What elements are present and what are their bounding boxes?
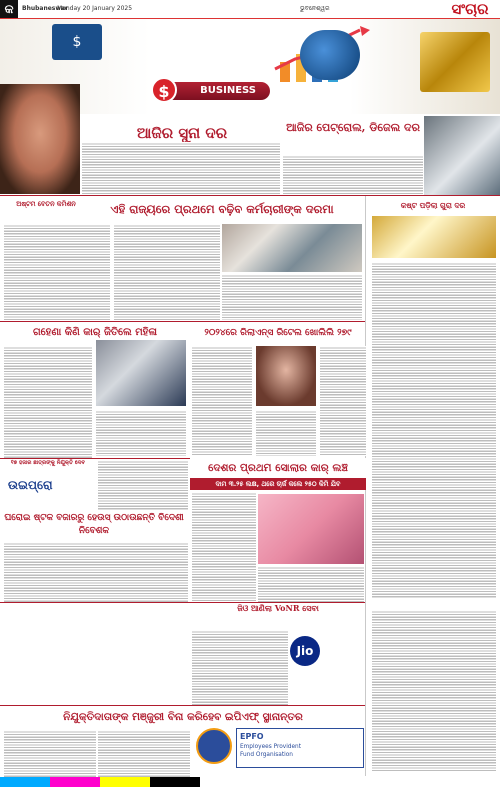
masthead-title: ସଂଚାର <box>440 0 500 18</box>
business-label: BUSINESS <box>160 82 270 100</box>
solar-car-subheadline: ଦାମ ୩.୨୫ ଲକ୍ଷ, ଥରେ ଚାର୍ଜ କଲେ ୨୫୦ କିମି ଯିବ <box>190 478 366 490</box>
dollar-card-icon: $ <box>52 24 102 60</box>
date-label: Monday 20 January 2025 <box>57 5 133 12</box>
salary-article-col1 <box>4 224 110 320</box>
epfo-headline[interactable]: ନିଯୁକ୍ତିଦାତାଙ୍କ ମଞ୍ଜୁରୀ ବିନା କରିହେବ ଇପିଏଫ୍ ସ୍ଥାନାନ୍ତର <box>63 711 303 723</box>
reliance-person-photo <box>256 346 316 406</box>
reliance-article-col1 <box>192 346 252 456</box>
globe-icon <box>300 30 360 80</box>
gold-rate-article-body <box>82 142 280 194</box>
reliance-article-col2 <box>320 346 366 456</box>
logo-box: କ <box>0 0 18 18</box>
top-right-label: ଭୁବନେଶ୍ୱର <box>300 5 330 12</box>
fpi-article-body <box>4 542 188 602</box>
epfo-card-subtitle-2: Fund Organisation <box>240 752 293 758</box>
jio-headline[interactable]: ଜିଓ ଆଣିଲା VoNR ସେବା <box>237 603 319 613</box>
epfo-card-title: EPFO <box>240 732 264 741</box>
wipro-label: ୧୭ ହଜାର ଛାତ୍ରଙ୍କୁ ନିଯୁକ୍ତି ଦେବ <box>10 460 86 466</box>
solar-car-headline[interactable]: ଦେଶର ପ୍ରଥମ ସୋଲାର କାର୍ ଲଞ୍ଚ <box>190 458 366 478</box>
petrol-article-body <box>283 155 423 195</box>
jio-logo: Jio <box>290 636 320 666</box>
fpi-headline[interactable]: ଘରୋଇ ଷ୍ଟକ ବଜାରରୁ ହେଉସ୍ ଉଠାଉଛନ୍ତି ବିଦେଶୀ ନିବେଶକ <box>4 513 184 536</box>
solar-article-col2 <box>258 566 364 602</box>
fuel-nozzle-photo <box>424 116 500 196</box>
salary-article-col2 <box>114 224 220 320</box>
gold-bars-image <box>420 32 490 92</box>
color-registration-strip <box>0 777 500 787</box>
wipro-logo: ଉଇପ୍ରୋ <box>8 478 53 492</box>
dollar-icon: $ <box>151 77 177 103</box>
eighth-pay-commission-label: ଅଷ୍ଟମ ବେତନ କମିଶନ <box>0 196 92 222</box>
side-headline[interactable]: କଷ୍ଟ ପଡ଼ିଲା ଗୁରା ଦର <box>400 201 466 210</box>
petrol-rate-headline[interactable]: ଆଜିର ପେଟ୍ରୋଲ, ଡିଜେଲ ଦର <box>286 121 420 134</box>
woman-car-photo <box>96 340 186 406</box>
reliance-retail-headline[interactable]: ୨୦୨୪ରେ ରିଲାଏନ୍ସ ରିଟେଲ ଖୋଲିଲି ୨୭୯ <box>204 328 352 338</box>
reliance-article-col3 <box>256 410 316 456</box>
woman-photo <box>0 84 80 194</box>
salary-article-col3 <box>222 274 362 320</box>
epfo-article-col2 <box>98 730 190 780</box>
solar-car-photo <box>258 494 364 564</box>
epfo-emblem-icon <box>196 728 232 764</box>
woman-car-article-col2 <box>96 410 186 456</box>
epfo-article-col1 <box>4 730 96 780</box>
woman-car-article-col1 <box>4 346 92 458</box>
jio-article-body <box>192 630 288 706</box>
wipro-article-body <box>98 460 188 510</box>
salary-photo <box>222 224 362 272</box>
gold-rate-headline[interactable]: ଆଜିର ସୁନା ଦର <box>136 124 228 142</box>
edition-label: Bhubaneswar <box>22 5 68 12</box>
side-article-body <box>372 262 496 598</box>
solar-article-col1 <box>192 492 256 602</box>
woman-car-headline[interactable]: ଗହେଣା କିଣି କାର୍ ଜିତିଲେ ମହିଳା <box>32 327 158 338</box>
epfo-card-subtitle-1: Employees Provident <box>240 744 302 750</box>
side-article-body-2 <box>372 610 496 772</box>
side-photo <box>372 216 496 258</box>
salary-headline[interactable]: ଏହି ରାଜ୍ୟରେ ପ୍ରଥମେ ବଢ଼ିବ କର୍ମଚାରୀଙ୍କ ଦରମା <box>110 202 334 216</box>
